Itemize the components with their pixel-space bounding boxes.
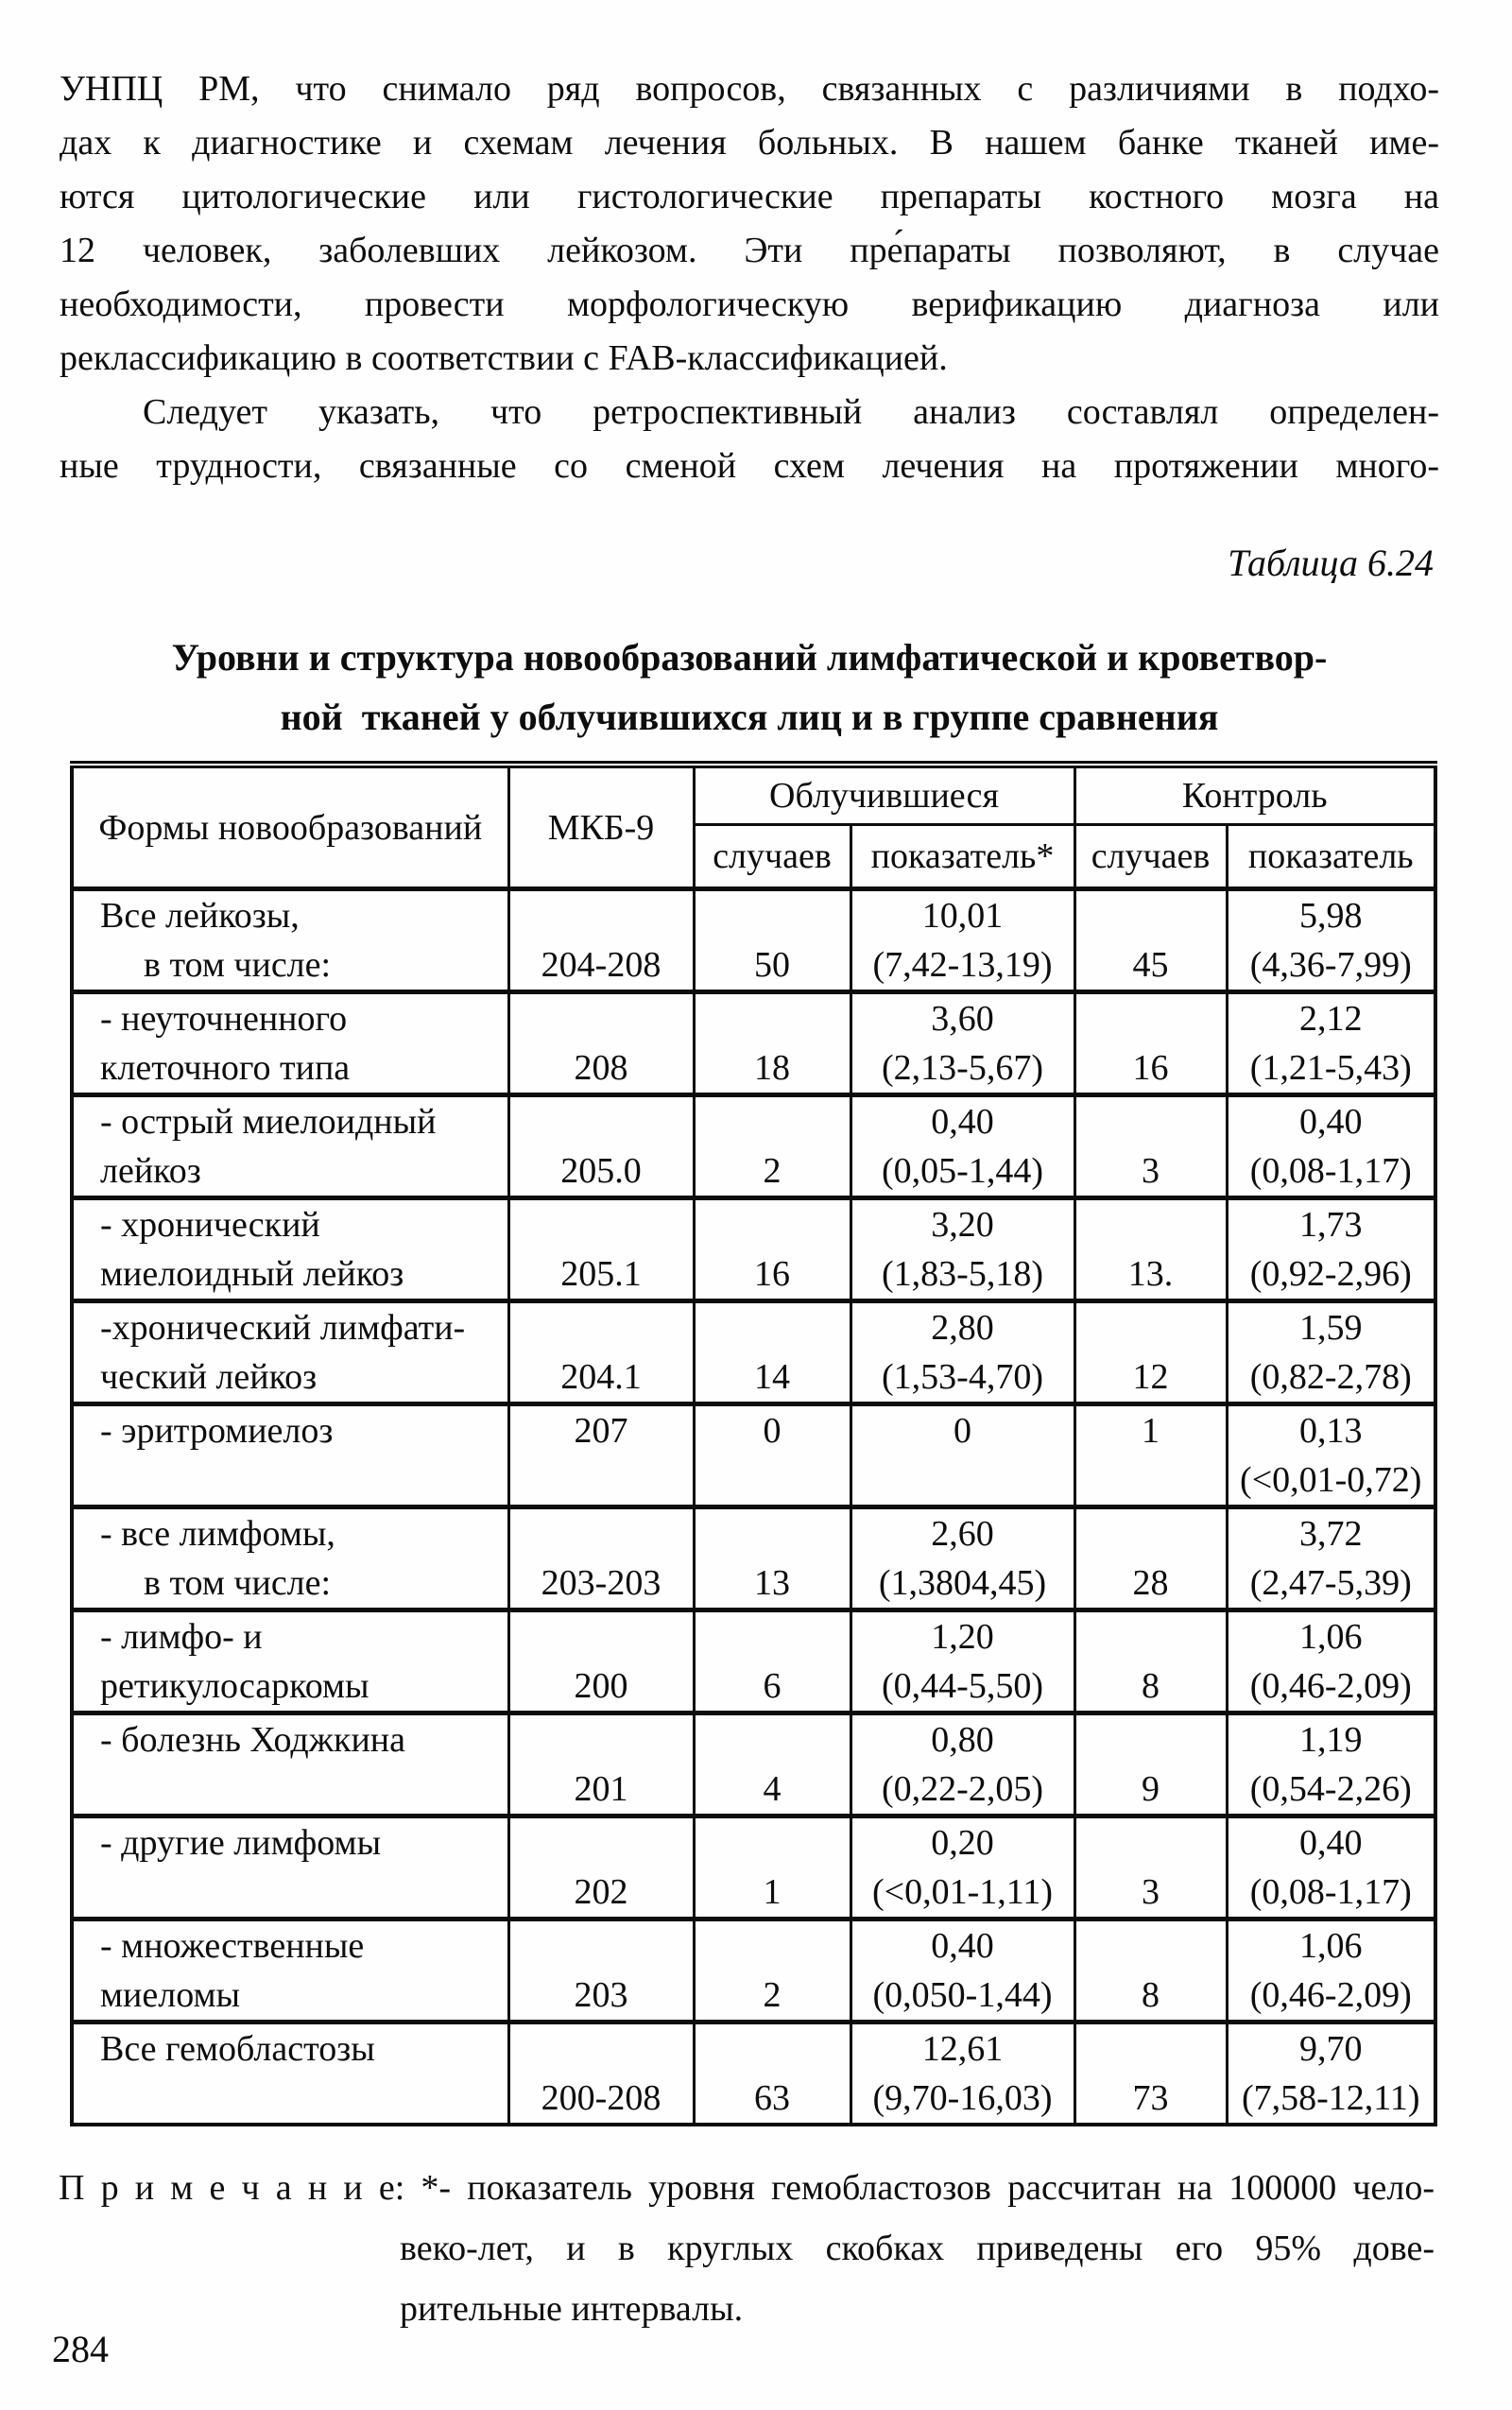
cell-form-name-line: - лимфо- и bbox=[100, 1617, 263, 1657]
cell-control-rate bbox=[1227, 1816, 1435, 1919]
cell-exposed-rate bbox=[850, 1507, 1074, 1610]
cell-mkb9-line: 203 bbox=[574, 1975, 628, 2015]
cell-control-cases-line: 9 bbox=[1142, 1769, 1160, 1809]
cell-exposed-rate-line: 3,20 bbox=[931, 1205, 994, 1245]
cell-control-rate bbox=[1227, 1301, 1435, 1404]
cell-exposed-cases bbox=[694, 1404, 850, 1507]
cell-exposed-rate-line: (2,13-5,67) bbox=[882, 1048, 1043, 1088]
cell-control-cases-line: 73 bbox=[1132, 2078, 1169, 2118]
cell-control-cases-line: 16 bbox=[1132, 1048, 1169, 1088]
table-row bbox=[72, 1301, 1435, 1404]
cell-exposed-cases-line: 4 bbox=[763, 1769, 782, 1809]
cell-exposed-rate bbox=[850, 992, 1074, 1095]
cell-exposed-rate bbox=[850, 1198, 1074, 1301]
footnote-line: П р и м е ч а н и е: *- показатель уровня гемобластозов рассчитан на 100000 чело- bbox=[59, 2168, 1435, 2208]
cell-exposed-cases bbox=[694, 1713, 850, 1816]
cell-exposed-cases bbox=[694, 1507, 850, 1610]
header-group-exposed: Облучившиеся bbox=[694, 765, 1074, 825]
cell-exposed-cases-line bbox=[697, 1925, 848, 1967]
cell-control-rate-line: (0,08-1,17) bbox=[1249, 1151, 1412, 1191]
cell-exposed-cases-line: 16 bbox=[754, 1254, 790, 1294]
cell-form-name bbox=[72, 2023, 508, 2126]
cell-form-name-line: ретикулосаркомы bbox=[100, 1666, 369, 1706]
cell-exposed-cases bbox=[694, 1198, 850, 1301]
cell-exposed-rate-line: 12,61 bbox=[921, 2029, 1004, 2069]
cell-form-name bbox=[72, 1301, 508, 1404]
cell-control-rate-line: 1,19 bbox=[1299, 1720, 1363, 1760]
cell-exposed-rate-line: 2,60 bbox=[931, 1514, 994, 1554]
cell-control-cases bbox=[1074, 2023, 1227, 2126]
paragraph-line: необходимости, провести морфологическую верификацию диагноза или bbox=[60, 284, 1439, 324]
paragraph-line: Следует указать, что ретроспективный анализ составлял определен- bbox=[143, 392, 1439, 432]
cell-control-rate-line: (0,46-2,09) bbox=[1249, 1975, 1412, 2015]
table-row bbox=[72, 1713, 1435, 1816]
cell-control-rate-line: 0,40 bbox=[1299, 1823, 1363, 1863]
cell-exposed-rate-line: (1,53-4,70) bbox=[882, 1357, 1043, 1397]
cell-control-cases bbox=[1074, 1404, 1227, 1507]
cell-exposed-cases-line bbox=[697, 1459, 848, 1501]
cell-exposed-cases bbox=[694, 1610, 850, 1713]
page-number: 284 bbox=[52, 2328, 109, 2370]
cell-mkb9-line bbox=[512, 1513, 691, 1555]
cell-form-name-line: миелоидный лейкоз bbox=[100, 1254, 404, 1294]
cell-form-name-line: - неуточненного bbox=[100, 999, 348, 1039]
table-row bbox=[72, 1507, 1435, 1610]
cell-mkb9-line bbox=[512, 2028, 691, 2070]
cell-exposed-cases-line bbox=[697, 1719, 848, 1761]
cell-mkb9 bbox=[508, 992, 694, 1095]
paragraph-line: реклассификацию в соответствии с FAB-классификацией. bbox=[60, 338, 948, 378]
cell-exposed-cases bbox=[694, 1919, 850, 2023]
cell-mkb9-line bbox=[512, 1822, 691, 1864]
cell-exposed-rate-line: 0,40 bbox=[931, 1102, 994, 1142]
cell-exposed-cases-line bbox=[697, 1101, 848, 1143]
table-row bbox=[72, 1404, 1435, 1507]
cell-exposed-cases bbox=[694, 1095, 850, 1198]
cell-exposed-rate-line: (7,42-13,19) bbox=[872, 945, 1053, 985]
cell-control-cases bbox=[1074, 1919, 1227, 2023]
cell-exposed-cases-line: 2 bbox=[763, 1975, 782, 2015]
cell-exposed-rate-line: (1,3804,45) bbox=[878, 1563, 1047, 1603]
cell-form-name-line: в том числе: bbox=[144, 1563, 332, 1603]
table-header bbox=[72, 765, 1435, 889]
header-group-control: Контроль bbox=[1074, 765, 1435, 825]
cell-form-name-line: клеточного типа bbox=[100, 1048, 351, 1088]
cell-form-name-line: ческий лейкоз bbox=[100, 1357, 318, 1397]
cell-control-cases-line: 28 bbox=[1132, 1563, 1169, 1603]
cell-exposed-cases bbox=[694, 992, 850, 1095]
header-exposed-rate: показатель* bbox=[850, 825, 1074, 889]
cell-mkb9-line bbox=[512, 1616, 691, 1658]
cell-control-rate bbox=[1227, 1610, 1435, 1713]
cell-mkb9-line bbox=[512, 1204, 691, 1246]
cell-mkb9-line bbox=[512, 1101, 691, 1143]
cell-form-name-line: - острый миелоидный bbox=[100, 1102, 437, 1142]
cell-control-rate-line: 1,06 bbox=[1299, 1926, 1363, 1966]
cell-exposed-cases-line: 1 bbox=[763, 1872, 782, 1912]
cell-control-rate-line: (0,46-2,09) bbox=[1249, 1666, 1412, 1706]
paragraph-line: УНПЦ РМ, что снимало ряд вопросов, связанных с различиями в подхо- bbox=[60, 69, 1439, 109]
cell-control-cases-line bbox=[1078, 2028, 1224, 2070]
cell-control-cases-line bbox=[1078, 1822, 1224, 1864]
cell-control-cases bbox=[1074, 1198, 1227, 1301]
cell-mkb9-line: 201 bbox=[574, 1769, 628, 1809]
cell-exposed-rate-line: 0,20 bbox=[931, 1823, 994, 1863]
cell-mkb9 bbox=[508, 1404, 694, 1507]
cell-control-rate-line: 2,12 bbox=[1299, 999, 1363, 1039]
paragraph-line: ются цитологические или гистологические препараты костного мозга на bbox=[60, 177, 1439, 216]
header-control-rate: показатель bbox=[1227, 825, 1435, 889]
cell-control-cases bbox=[1074, 1713, 1227, 1816]
cell-control-cases-line bbox=[1078, 895, 1224, 937]
cell-mkb9-line: 205.1 bbox=[560, 1254, 642, 1294]
cell-control-cases bbox=[1074, 1301, 1227, 1404]
cell-form-name-line bbox=[76, 2077, 506, 2119]
cell-exposed-rate bbox=[850, 1404, 1074, 1507]
cell-form-name bbox=[72, 1507, 508, 1610]
cell-exposed-cases-line: 0 bbox=[763, 1411, 782, 1451]
cell-mkb9 bbox=[508, 1301, 694, 1404]
cell-mkb9 bbox=[508, 1095, 694, 1198]
footnote bbox=[59, 2158, 1435, 2339]
cell-form-name-line: Все гемобластозы bbox=[100, 2029, 375, 2069]
cell-exposed-rate-line: 0,80 bbox=[931, 1720, 994, 1760]
cell-control-rate-line: (0,54-2,26) bbox=[1249, 1769, 1412, 1809]
cell-exposed-cases-line bbox=[697, 2028, 848, 2070]
cell-control-cases bbox=[1074, 1610, 1227, 1713]
cell-mkb9 bbox=[508, 1610, 694, 1713]
cell-control-rate-line: 0,40 bbox=[1299, 1102, 1363, 1142]
cell-form-name-line: Все лейкозы, bbox=[100, 896, 300, 936]
cell-exposed-rate-line: 3,60 bbox=[931, 999, 994, 1039]
cell-mkb9-line bbox=[512, 1925, 691, 1967]
cell-form-name-line: лейкоз bbox=[100, 1151, 201, 1191]
cell-exposed-cases-line: 2 bbox=[763, 1151, 782, 1191]
cell-exposed-rate bbox=[850, 889, 1074, 992]
table-title bbox=[60, 628, 1439, 747]
cell-exposed-rate bbox=[850, 1301, 1074, 1404]
cell-exposed-cases bbox=[694, 889, 850, 992]
paragraph-line: 12 человек, заболевших лейкозом. Эти пре́параты позволяют, в случае bbox=[60, 231, 1439, 270]
cell-exposed-rate-line: (0,05-1,44) bbox=[882, 1151, 1043, 1191]
cell-control-rate-line: (1,21-5,43) bbox=[1249, 1048, 1412, 1088]
cell-exposed-rate bbox=[850, 1919, 1074, 2023]
cell-control-rate-line: 1,06 bbox=[1299, 1617, 1363, 1657]
cell-exposed-rate bbox=[850, 1816, 1074, 1919]
cell-mkb9 bbox=[508, 1713, 694, 1816]
cell-control-rate-line: (0,82-2,78) bbox=[1249, 1357, 1412, 1397]
cell-form-name-line bbox=[76, 1871, 506, 1913]
cell-control-rate bbox=[1227, 1198, 1435, 1301]
cell-control-cases-line bbox=[1078, 1616, 1224, 1658]
cell-form-name bbox=[72, 992, 508, 1095]
cell-control-rate-line: 0,13 bbox=[1299, 1411, 1363, 1451]
cell-control-rate-line: (0,92-2,96) bbox=[1249, 1254, 1412, 1294]
cell-control-rate-line: (0,08-1,17) bbox=[1249, 1872, 1412, 1912]
cell-mkb9-line bbox=[512, 895, 691, 937]
table-title-line: Уровни и структура новообразований лимфатической и кроветвор- bbox=[171, 636, 1328, 679]
cell-control-rate bbox=[1227, 889, 1435, 992]
table-row bbox=[72, 992, 1435, 1095]
cell-mkb9-line bbox=[512, 1307, 691, 1349]
cell-exposed-rate bbox=[850, 1095, 1074, 1198]
cell-exposed-rate-line: 10,01 bbox=[921, 896, 1004, 936]
cell-control-cases-line bbox=[1078, 1459, 1224, 1501]
cell-control-rate-line: 5,98 bbox=[1299, 896, 1363, 936]
cell-exposed-rate-line: (0,22-2,05) bbox=[882, 1769, 1043, 1809]
cell-control-cases-line: 45 bbox=[1132, 945, 1169, 985]
cell-exposed-rate-line: (0,050-1,44) bbox=[872, 1975, 1053, 2015]
cell-exposed-cases-line bbox=[697, 1616, 848, 1658]
cell-control-rate-line: 1,73 bbox=[1299, 1205, 1363, 1245]
cell-mkb9 bbox=[508, 1816, 694, 1919]
cell-form-name bbox=[72, 1713, 508, 1816]
cell-form-name bbox=[72, 1610, 508, 1713]
cell-control-cases bbox=[1074, 1507, 1227, 1610]
cell-control-rate-line: 1,59 bbox=[1299, 1308, 1363, 1348]
cell-mkb9-line: 202 bbox=[574, 1872, 628, 1912]
cell-control-rate-line: 9,70 bbox=[1299, 2029, 1363, 2069]
table-row bbox=[72, 2023, 1435, 2126]
cell-control-rate-line: 3,72 bbox=[1299, 1514, 1363, 1554]
cell-control-cases-line bbox=[1078, 1719, 1224, 1761]
cell-exposed-cases-line bbox=[697, 1204, 848, 1246]
cell-exposed-cases-line: 50 bbox=[754, 945, 790, 985]
cell-form-name-line: - все лимфомы, bbox=[100, 1514, 335, 1554]
cell-exposed-cases-line bbox=[697, 998, 848, 1040]
cell-control-cases-line: 3 bbox=[1142, 1872, 1160, 1912]
cell-form-name-line: - хронический bbox=[100, 1205, 320, 1245]
paragraph-line: дах к диагностике и схемам лечения больных. В нашем банке тканей име- bbox=[60, 123, 1439, 163]
cell-form-name bbox=[72, 1404, 508, 1507]
cell-control-cases-line: 12 bbox=[1132, 1357, 1169, 1397]
header-control-cases: случаев bbox=[1074, 825, 1227, 889]
cell-control-cases-line: 1 bbox=[1142, 1411, 1160, 1451]
cell-control-cases bbox=[1074, 889, 1227, 992]
cell-exposed-rate-line: (<0,01-1,11) bbox=[872, 1872, 1053, 1912]
cell-control-rate bbox=[1227, 992, 1435, 1095]
neoplasm-levels-table bbox=[70, 761, 1437, 2126]
cell-exposed-rate-line: (9,70-16,03) bbox=[872, 2078, 1053, 2118]
table-row bbox=[72, 1919, 1435, 2023]
footnote-line: веко-лет, и в круглых скобках приведены его 95% дове- bbox=[400, 2229, 1435, 2268]
table-row bbox=[72, 1610, 1435, 1713]
cell-exposed-cases-line bbox=[697, 1513, 848, 1555]
header-forms: Формы новообразований bbox=[72, 765, 508, 889]
cell-control-cases-line bbox=[1078, 1513, 1224, 1555]
paragraph-line: ные трудности, связанные со сменой схем лечения на протяжении много- bbox=[60, 446, 1439, 486]
header-exposed-cases: случаев bbox=[694, 825, 850, 889]
cell-mkb9 bbox=[508, 1198, 694, 1301]
cell-form-name-line bbox=[76, 1768, 506, 1810]
cell-exposed-cases-line: 18 bbox=[754, 1048, 790, 1088]
cell-mkb9-line: 208 bbox=[574, 1048, 628, 1088]
cell-exposed-cases bbox=[694, 2023, 850, 2126]
cell-mkb9-line: 204.1 bbox=[560, 1357, 642, 1397]
cell-control-cases-line: 8 bbox=[1142, 1666, 1160, 1706]
table-title-line: ной тканей у облучившихся лиц и в группе сравнения bbox=[280, 696, 1219, 738]
cell-control-cases bbox=[1074, 1816, 1227, 1919]
cell-exposed-cases-line bbox=[697, 1307, 848, 1349]
cell-form-name-line: - другие лимфомы bbox=[100, 1823, 382, 1863]
cell-mkb9-line: 200-208 bbox=[541, 2078, 662, 2118]
cell-exposed-rate-line: 0 bbox=[954, 1411, 971, 1451]
cell-mkb9-line: 207 bbox=[574, 1411, 628, 1451]
cell-exposed-cases bbox=[694, 1816, 850, 1919]
cell-form-name bbox=[72, 1198, 508, 1301]
header-mkb9: МКБ-9 bbox=[508, 765, 694, 889]
cell-mkb9-line bbox=[512, 998, 691, 1040]
cell-control-cases bbox=[1074, 1095, 1227, 1198]
cell-exposed-rate-line: (0,44-5,50) bbox=[882, 1666, 1043, 1706]
cell-form-name bbox=[72, 1816, 508, 1919]
cell-exposed-rate bbox=[850, 2023, 1074, 2126]
cell-mkb9-line: 200 bbox=[574, 1666, 628, 1706]
cell-mkb9 bbox=[508, 2023, 694, 2126]
table-row bbox=[72, 889, 1435, 992]
cell-exposed-cases-line: 63 bbox=[754, 2078, 790, 2118]
table-row bbox=[72, 1095, 1435, 1198]
cell-form-name bbox=[72, 1919, 508, 2023]
cell-exposed-cases-line: 14 bbox=[754, 1357, 790, 1397]
cell-exposed-cases-line: 13 bbox=[754, 1563, 790, 1603]
table-row bbox=[72, 1816, 1435, 1919]
cell-exposed-cases bbox=[694, 1301, 850, 1404]
cell-exposed-rate bbox=[850, 1713, 1074, 1816]
cell-exposed-rate-line bbox=[854, 1459, 1072, 1501]
cell-control-rate-line: (7,58-12,11) bbox=[1241, 2078, 1420, 2118]
cell-exposed-rate-line: 0,40 bbox=[931, 1926, 994, 1966]
cell-form-name-line bbox=[76, 1459, 506, 1501]
cell-exposed-cases-line bbox=[697, 1822, 848, 1864]
cell-form-name bbox=[72, 889, 508, 992]
cell-mkb9-line: 203-203 bbox=[541, 1563, 662, 1603]
cell-control-rate bbox=[1227, 1713, 1435, 1816]
table-body bbox=[72, 889, 1435, 2126]
cell-control-cases-line bbox=[1078, 1925, 1224, 1967]
cell-control-rate-line: (4,36-7,99) bbox=[1249, 945, 1412, 985]
cell-form-name bbox=[72, 1095, 508, 1198]
cell-control-cases-line bbox=[1078, 1101, 1224, 1143]
footnote-line: рительные интервалы. bbox=[400, 2289, 744, 2329]
cell-form-name-line: - множественные bbox=[100, 1926, 365, 1966]
cell-form-name-line: в том числе: bbox=[144, 945, 332, 985]
cell-form-name-line: - болезнь Ходжкина bbox=[100, 1720, 405, 1760]
cell-form-name-line: -хронический лимфати- bbox=[100, 1308, 466, 1348]
cell-exposed-cases-line: 6 bbox=[763, 1666, 782, 1706]
cell-mkb9-line: 204-208 bbox=[541, 945, 662, 985]
cell-control-cases-line bbox=[1078, 998, 1224, 1040]
cell-exposed-rate bbox=[850, 1610, 1074, 1713]
cell-control-cases-line bbox=[1078, 1204, 1224, 1246]
cell-control-cases-line: 3 bbox=[1142, 1151, 1160, 1191]
cell-control-rate bbox=[1227, 2023, 1435, 2126]
cell-form-name-line: миеломы bbox=[100, 1975, 241, 2015]
cell-mkb9-line: 205.0 bbox=[560, 1151, 642, 1191]
cell-control-rate-line: (<0,01-0,72) bbox=[1240, 1460, 1422, 1500]
cell-mkb9 bbox=[508, 889, 694, 992]
cell-control-rate-line: (2,47-5,39) bbox=[1249, 1563, 1412, 1603]
cell-mkb9-line bbox=[512, 1459, 691, 1501]
cell-control-cases-line: 13. bbox=[1127, 1254, 1174, 1294]
cell-control-rate bbox=[1227, 1095, 1435, 1198]
cell-mkb9 bbox=[508, 1507, 694, 1610]
cell-control-cases bbox=[1074, 992, 1227, 1095]
cell-exposed-rate-line: 1,20 bbox=[931, 1617, 994, 1657]
cell-mkb9-line bbox=[512, 1719, 691, 1761]
cell-mkb9 bbox=[508, 1919, 694, 2023]
cell-control-cases-line: 8 bbox=[1142, 1975, 1160, 2015]
cell-control-rate bbox=[1227, 1507, 1435, 1610]
cell-exposed-rate-line: 2,80 bbox=[931, 1308, 994, 1348]
table-caption: Таблица 6.24 bbox=[1228, 542, 1434, 584]
body-text bbox=[60, 62, 1439, 493]
table-row bbox=[72, 1198, 1435, 1301]
cell-exposed-cases-line bbox=[697, 895, 848, 937]
cell-exposed-rate-line: (1,83-5,18) bbox=[882, 1254, 1043, 1294]
cell-form-name-line: - эритромиелоз bbox=[100, 1411, 334, 1451]
cell-control-rate bbox=[1227, 1919, 1435, 2023]
cell-control-rate bbox=[1227, 1404, 1435, 1507]
cell-control-cases-line bbox=[1078, 1307, 1224, 1349]
